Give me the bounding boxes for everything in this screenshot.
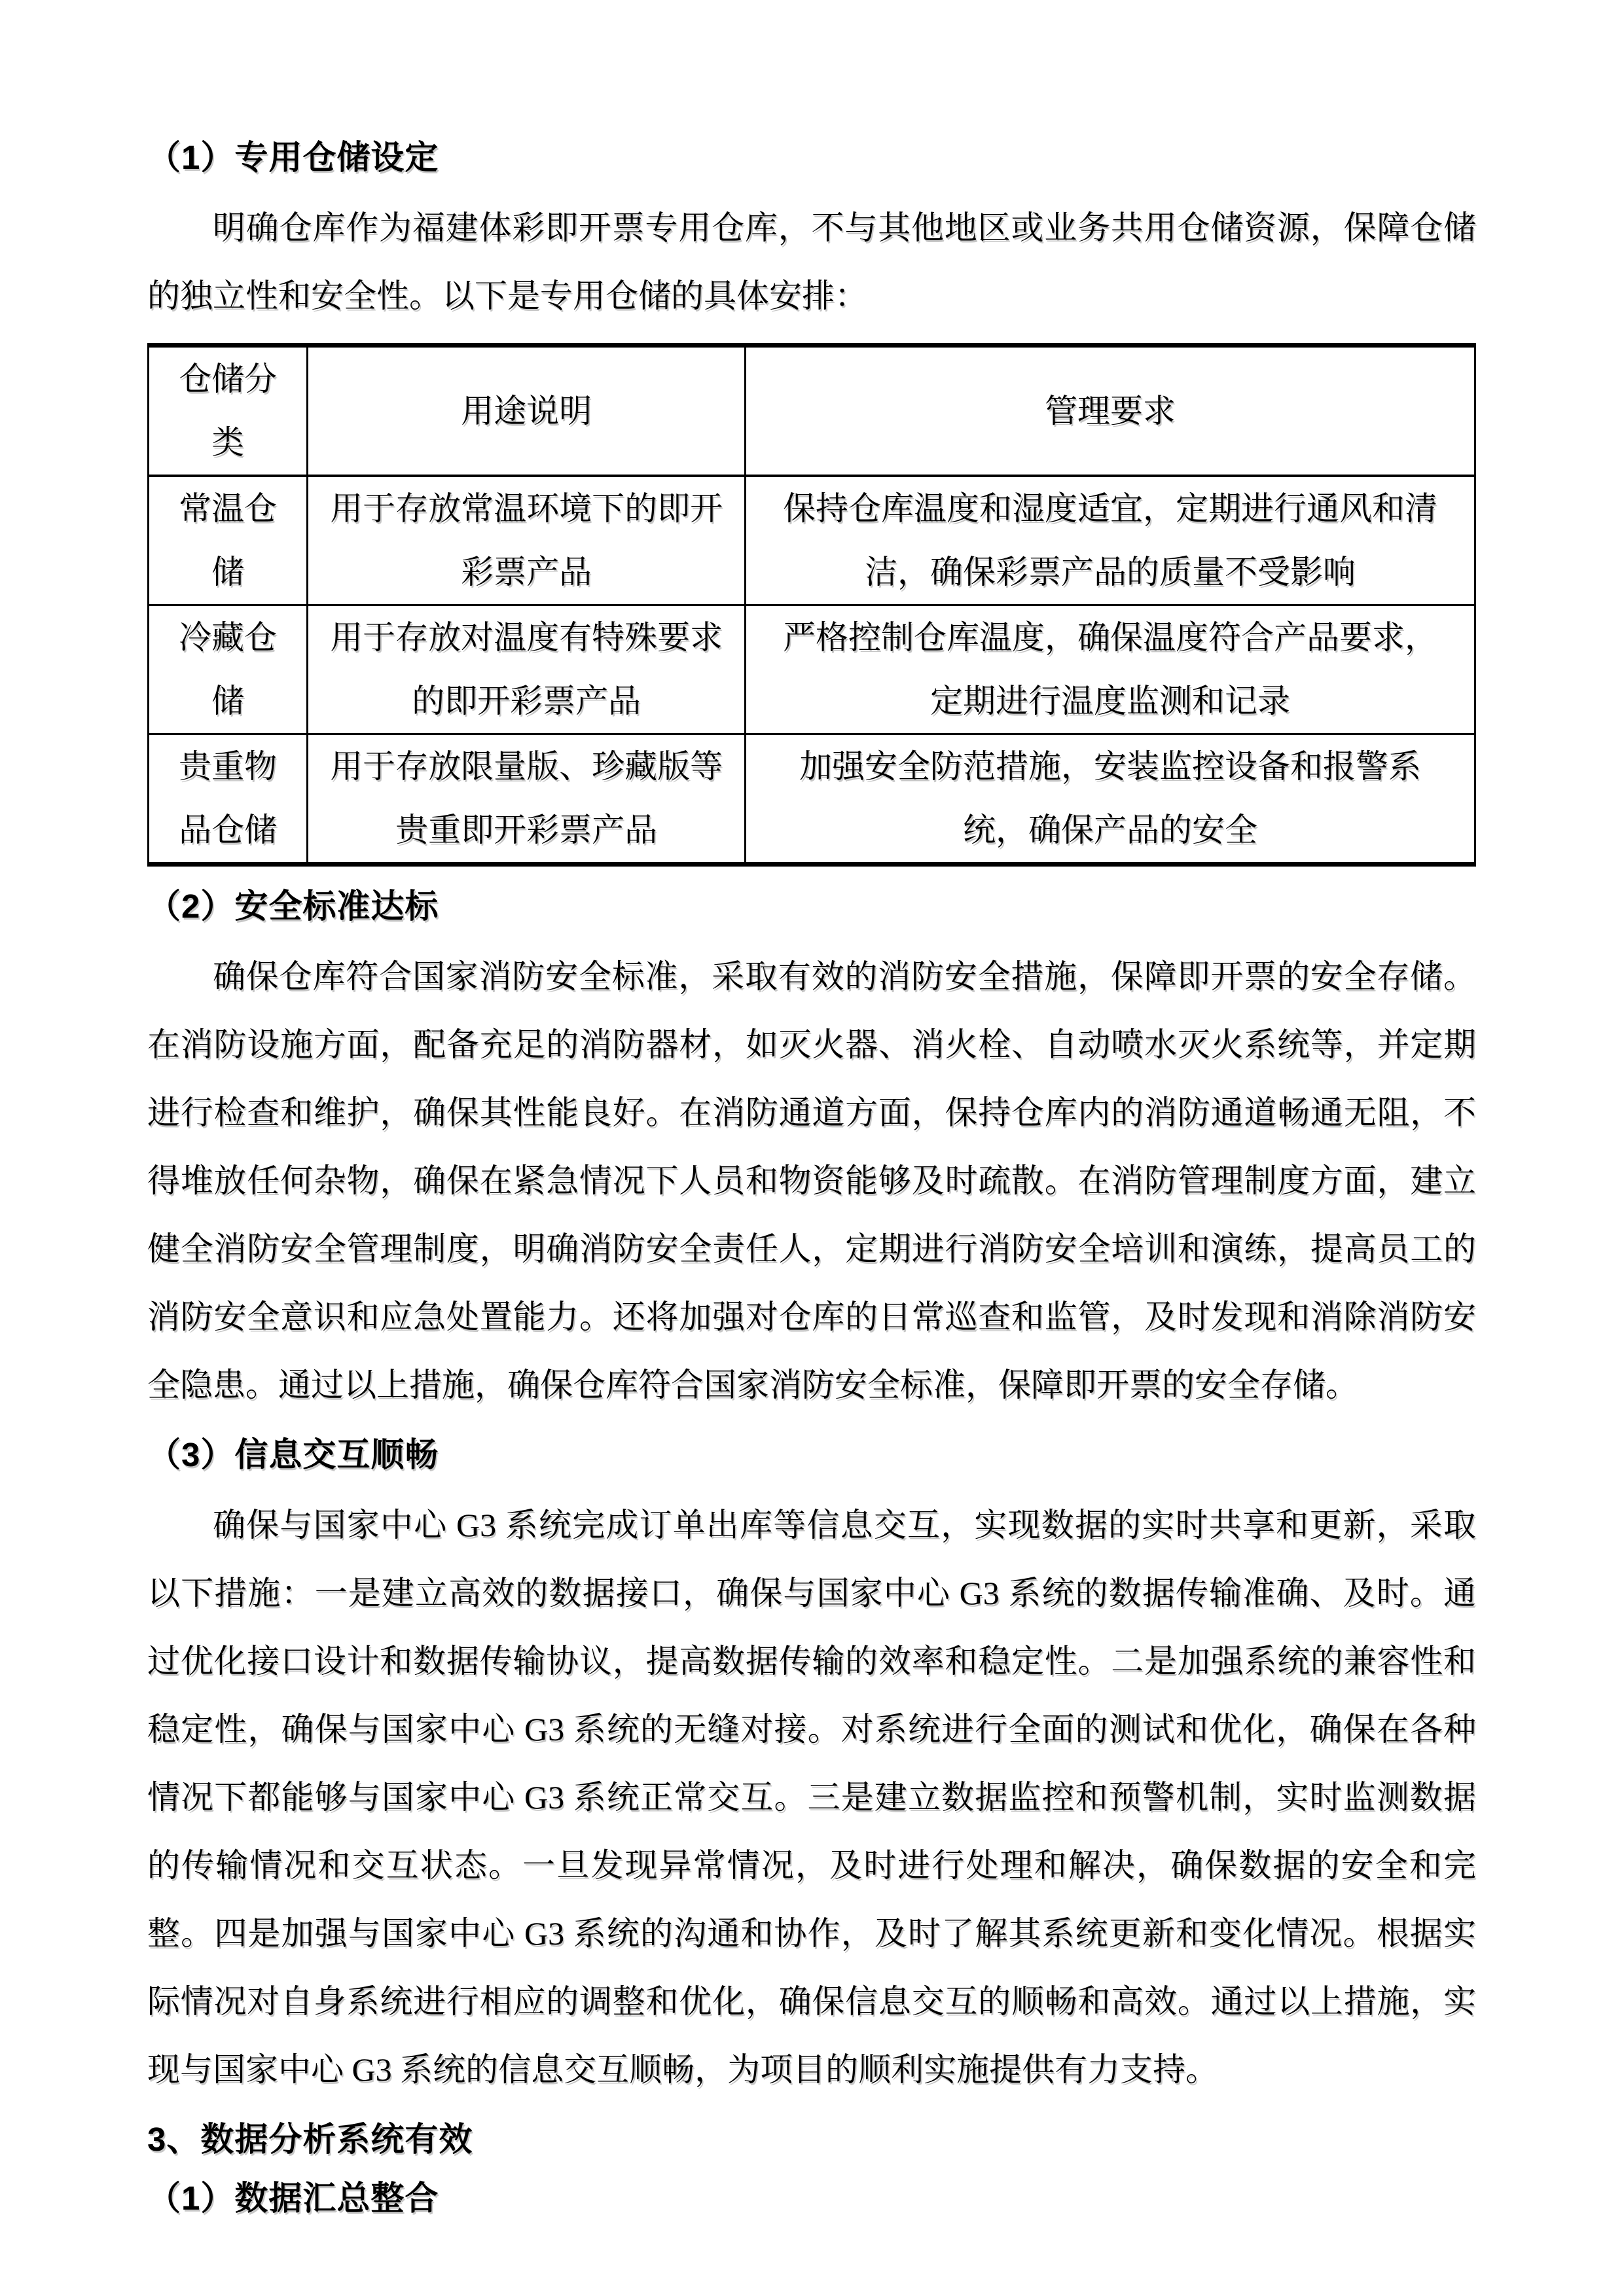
cell-usage: 用于存放常温环境下的即开彩票产品 [308,476,746,605]
heading-special-storage: （1）专用仓储设定 [147,139,439,176]
cell-usage: 用于存放限量版、珍藏版等贵重即开彩票产品 [308,734,746,865]
heading-data-analysis-system: 3、数据分析系统有效 [147,2121,473,2158]
table-row-normal-temp [149,476,1475,605]
para-safety-standards: 确保仓库符合国家消防安全标准，采取有效的消防安全措施，保障即开票的安全存储。在消防设施方面，配备充足的消防器材，如灭火器、消火栓、自动喷水灭火系统等，并定期进行检查和维护，确保其性能良好。在消防通道方面，保持仓库内的消防通道畅通无阻，不得堆放任何杂物，确保在紧急情况下人员和物资能够及时疏散。在消防管理制度方面，建立健全消防安全管理制度，明确消防安全责任人，定期进行消防安全培训和演练，提高员工的消防安全意识和应急处置能力。还将加强对仓库的日常巡查和监管，及时发现和消除消防安全隐患。通过以上措施，确保仓库符合国家消防安全标准，保障即开票的安全存储。 [147,958,1476,1403]
col-header-usage-description: 用途说明 [308,346,746,476]
storage-table [147,343,1476,867]
table-row-valuables [149,734,1475,865]
para-information-exchange: 确保与国家中心 G3 系统完成订单出库等信息交互，实现数据的实时共享和更新，采取以下措施：一是建立高效的数据接口，确保与国家中心 G3 系统的数据传输准确、及时。通过优化接口设计和数据传输协议，提高数据传输的效率和稳定性。二是加强系统的兼容性和稳定性，确保与国家中心 G3 系统的无缝对接。对系统进行全面的测试和优化，确保在各种情况下都能够与国家中心 G3 系统正常交互。三是建立数据监控和预警机制，实时监测数据的传输情况和交互状态。一旦发现异常情况，及时进行处理和解决，确保数据的安全和完整。四是加强与国家中心 G3 系统的沟通和协作，及时了解其系统更新和变化情况。根据实际情况对自身系统进行相应的调整和优化，确保信息交互的顺畅和高效。通过以上措施，实现与国家中心 G3 系统的信息交互顺畅，为项目的顺利实施提供有力支持。 [147,1507,1476,2088]
cell-usage: 用于存放对温度有特殊要求的即开彩票产品 [308,605,746,734]
cell-management: 严格控制仓库温度，确保温度符合产品要求，定期进行温度监测和记录 [746,605,1475,734]
cell-management: 加强安全防范措施，安装监控设备和报警系统，确保产品的安全 [746,734,1475,865]
para-special-storage-intro: 明确仓库作为福建体彩即开票专用仓库，不与其他地区或业务共用仓储资源，保障仓储的独立性和安全性。以下是专用仓储的具体安排： [147,209,1476,314]
cell-category: 贵重物品仓储 [149,734,308,865]
table-row-cold-storage [149,605,1475,734]
col-header-management-requirements: 管理要求 [746,346,1475,476]
col-header-storage-category: 仓储分类 [149,346,308,476]
cell-category: 常温仓储 [149,476,308,605]
storage-table-header-row [149,346,1475,476]
heading-safety-standards: （2）安全标准达标 [147,888,439,925]
heading-information-exchange: （3）信息交互顺畅 [147,1436,439,1473]
cell-management: 保持仓库温度和湿度适宜，定期进行通风和清洁，确保彩票产品的质量不受影响 [746,476,1475,605]
cell-category: 冷藏仓储 [149,605,308,734]
heading-data-aggregation: （1）数据汇总整合 [147,2179,439,2217]
